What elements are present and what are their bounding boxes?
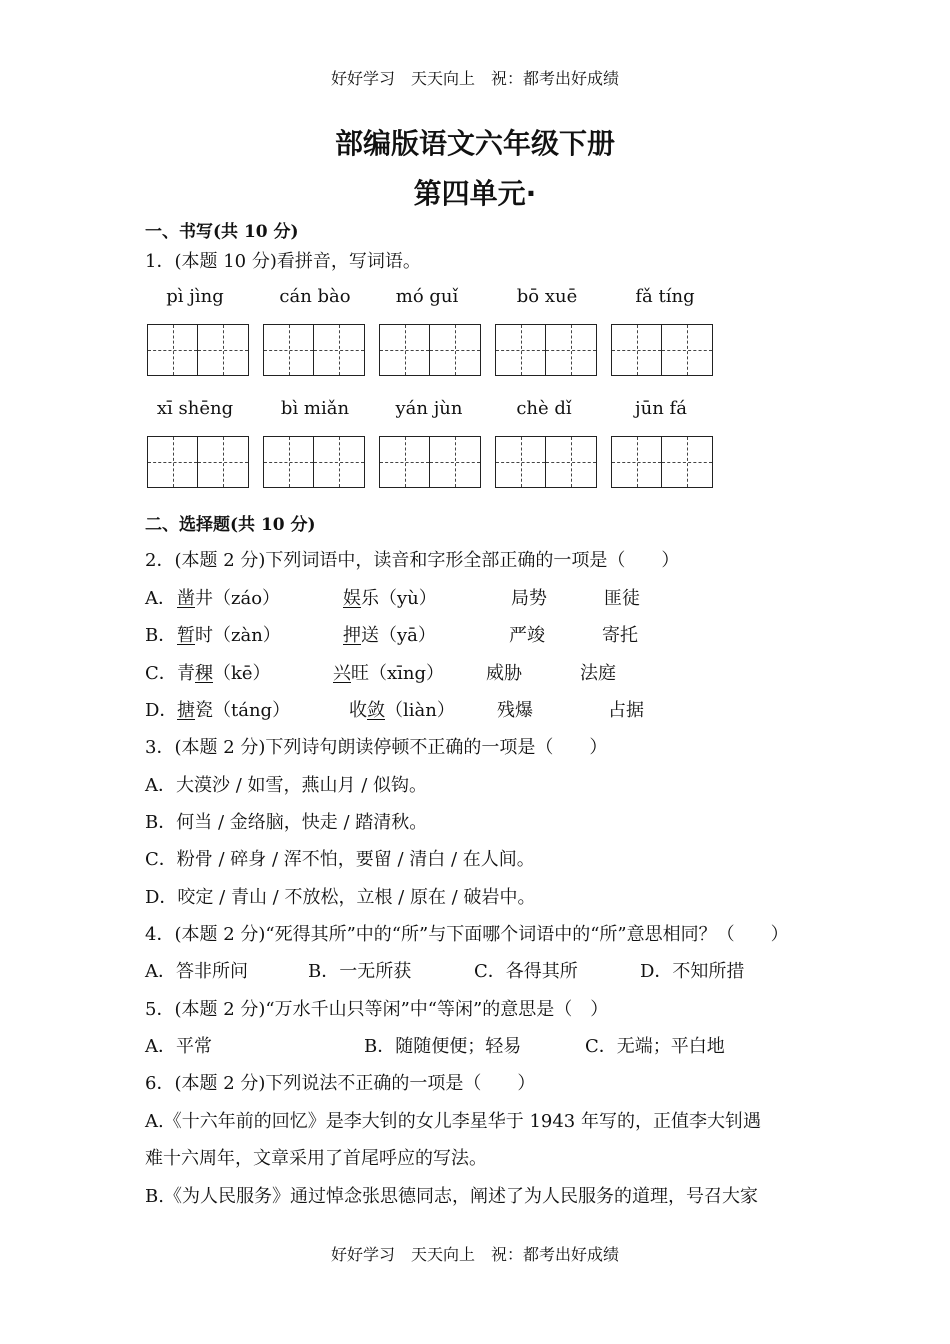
pinyin-label: xī shēng	[156, 398, 234, 419]
pinyin-label: fǎ tíng	[635, 286, 695, 307]
q2-option-b-word2: 押送（yā）	[343, 625, 436, 646]
q2-option-d-word1: 搪瓷（táng）	[177, 700, 291, 721]
q3-option-b[interactable]: B．何当 / 金络脑，快走 / 踏清秋。	[145, 812, 428, 833]
q2-option-d-word3: 残爆	[497, 700, 533, 721]
writing-grid[interactable]	[379, 436, 481, 488]
section-heading-choice: 二、选择题(共 10 分)	[145, 515, 316, 535]
q2-option-d-word4: 占据	[608, 700, 644, 721]
q2-option-a-word3: 局势	[511, 588, 547, 609]
unit-title: 第四单元·	[413, 177, 537, 210]
page-footer: 好好学习 天天向上 祝：都考出好成绩	[330, 1245, 619, 1264]
pinyin-label: bì miǎn	[280, 398, 350, 419]
q3-option-d[interactable]: D．咬定 / 青山 / 不放松，立根 / 原在 / 破岩中。	[145, 887, 536, 908]
q4-option-a[interactable]: A．答非所问	[145, 961, 248, 982]
question-5-stem: 5．(本题 2 分)“万水千山只等闲”中“等闲”的意思是（ ）	[145, 999, 609, 1020]
q2-option-c-word1: 青稞（kē）	[177, 663, 271, 684]
q2-option-c-label[interactable]: C．	[145, 663, 177, 684]
q2-option-b-word1: 暂时（zàn）	[177, 625, 281, 646]
q5-option-c[interactable]: C．无端；平白地	[585, 1036, 725, 1057]
pinyin-label: mó guǐ	[395, 286, 459, 307]
q2-option-b-word4: 寄托	[602, 625, 638, 646]
q2-option-b-word3: 严竣	[509, 625, 545, 646]
q3-option-a[interactable]: A．大漠沙 / 如雪，燕山月 / 似钩。	[145, 775, 428, 796]
q2-option-a-label[interactable]: A．	[145, 588, 176, 609]
q2-option-a-word1: 凿井（záo）	[177, 588, 281, 609]
q6-option-a-line1[interactable]: A.《十六年前的回忆》是李大钊的女儿李星华于 1943 年写的，正值李大钊遇	[145, 1111, 761, 1132]
q6-option-b-line1[interactable]: B.《为人民服务》通过悼念张思德同志，阐述了为人民服务的道理，号召大家	[145, 1186, 758, 1207]
q4-option-b[interactable]: B．一无所获	[308, 961, 412, 982]
page-header: 好好学习 天天向上 祝：都考出好成绩	[330, 69, 619, 88]
question-2-stem: 2．(本题 2 分)下列词语中，读音和字形全部正确的一项是（ ）	[145, 550, 680, 571]
pinyin-label: chè dǐ	[516, 398, 572, 419]
q2-option-b-label[interactable]: B．	[145, 625, 177, 646]
writing-grid[interactable]	[495, 324, 597, 376]
q2-option-d-word2: 收敛（liàn）	[349, 700, 455, 721]
q2-option-a-word2: 娱乐（yù）	[343, 588, 437, 609]
writing-grid[interactable]	[263, 436, 365, 488]
pinyin-label: jūn fá	[635, 398, 687, 419]
writing-grid[interactable]	[147, 324, 249, 376]
pinyin-label: pì jìng	[166, 286, 224, 307]
question-3-stem: 3．(本题 2 分)下列诗句朗读停顿不正确的一项是（ ）	[145, 737, 608, 758]
question-6-stem: 6．(本题 2 分)下列说法不正确的一项是（ ）	[145, 1073, 536, 1094]
section-heading-writing: 一、书写(共 10 分)	[145, 222, 299, 242]
q4-option-d[interactable]: D．不知所措	[640, 961, 745, 982]
question-1-stem: 1．(本题 10 分)看拼音，写词语。	[145, 251, 421, 272]
q5-option-a[interactable]: A．平常	[145, 1036, 212, 1057]
q2-option-c-word3: 威胁	[486, 663, 522, 684]
page-title: 部编版语文六年级下册	[334, 127, 615, 160]
q2-option-a-word4: 匪徒	[604, 588, 640, 609]
pinyin-label: yán jùn	[395, 398, 463, 419]
q4-option-c[interactable]: C．各得其所	[474, 961, 578, 982]
pinyin-label: bō xuē	[516, 286, 578, 307]
q6-option-a-line2: 难十六周年，文章采用了首尾呼应的写法。	[145, 1148, 487, 1169]
q2-option-d-label[interactable]: D．	[145, 700, 178, 721]
writing-grid[interactable]	[611, 436, 713, 488]
q2-option-c-word2: 兴旺（xīng）	[333, 663, 445, 684]
writing-grid[interactable]	[611, 324, 713, 376]
q5-option-b[interactable]: B．随随便便；轻易	[364, 1036, 522, 1057]
q2-option-c-word4: 法庭	[580, 663, 616, 684]
q3-option-c[interactable]: C．粉骨 / 碎身 / 浑不怕，要留 / 清白 / 在人间。	[145, 849, 535, 870]
pinyin-label: cán bào	[279, 286, 351, 307]
writing-grid[interactable]	[379, 324, 481, 376]
question-4-stem: 4．(本题 2 分)“死得其所”中的“所”与下面哪个词语中的“所”意思相同？（ ）	[145, 924, 789, 945]
writing-grid[interactable]	[263, 324, 365, 376]
writing-grid[interactable]	[147, 436, 249, 488]
writing-grid[interactable]	[495, 436, 597, 488]
